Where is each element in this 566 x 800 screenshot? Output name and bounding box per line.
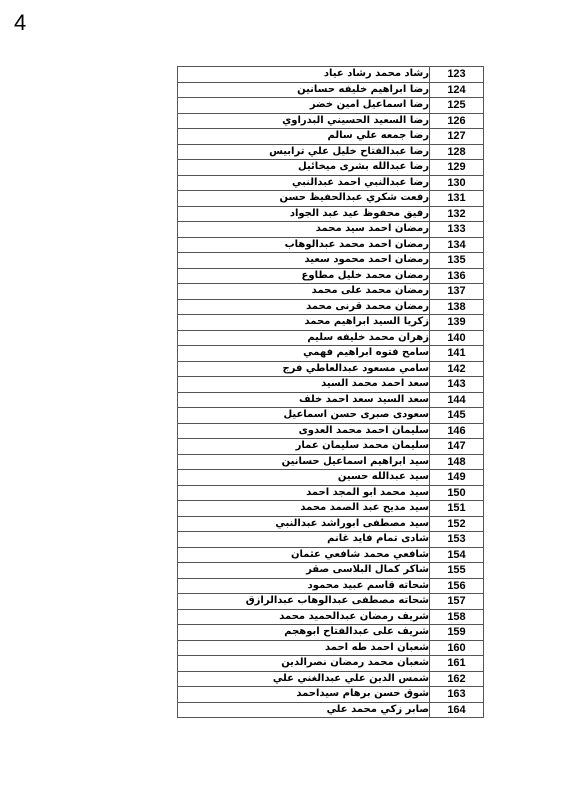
- table-row: [178, 144, 484, 160]
- number-cell: 162: [430, 671, 484, 687]
- number-cell: 149: [430, 470, 484, 486]
- table-row: [178, 253, 484, 269]
- table-row: [178, 687, 484, 703]
- number-cell: 134: [430, 237, 484, 253]
- number-cell: 164: [430, 702, 484, 718]
- number-cell: 123: [430, 67, 484, 83]
- table-row: [178, 206, 484, 222]
- name-cell: سامي مسعود عبدالعاطي فرج: [178, 361, 430, 377]
- table-row: [178, 578, 484, 594]
- number-cell: 160: [430, 640, 484, 656]
- number-cell: 139: [430, 315, 484, 331]
- table-row: [178, 501, 484, 517]
- name-cell: رمضان احمد محمود سعيد: [178, 253, 430, 269]
- table-row: [178, 656, 484, 672]
- name-cell: شمس الدين علي عبدالغني علي: [178, 671, 430, 687]
- name-cell: شريف على عبدالفتاح ابوهجم: [178, 625, 430, 641]
- name-cell: صابر زكي محمد علي: [178, 702, 430, 718]
- number-cell: 154: [430, 547, 484, 563]
- name-cell: شوق حسن برهام سيداحمد: [178, 687, 430, 703]
- table-row: [178, 640, 484, 656]
- name-cell: شادى تمام فايد غانم: [178, 532, 430, 548]
- table-row: [178, 594, 484, 610]
- number-cell: 147: [430, 439, 484, 455]
- number-cell: 138: [430, 299, 484, 315]
- table-row: [178, 222, 484, 238]
- number-cell: 128: [430, 144, 484, 160]
- number-cell: 152: [430, 516, 484, 532]
- name-cell: رضا اسماعيل امين خضر: [178, 98, 430, 114]
- number-cell: 144: [430, 392, 484, 408]
- number-cell: 137: [430, 284, 484, 300]
- table-row: [178, 268, 484, 284]
- name-cell: رضا عبدالفتاح خليل علي ترابيس: [178, 144, 430, 160]
- table-row: [178, 237, 484, 253]
- table-row: [178, 191, 484, 207]
- names-table: [177, 66, 484, 718]
- name-cell: سيد ابراهيم اسماعيل حسانين: [178, 454, 430, 470]
- number-cell: 143: [430, 377, 484, 393]
- name-cell: رضا السعيد الحسيني البدراوي: [178, 113, 430, 129]
- table-row: [178, 284, 484, 300]
- number-cell: 136: [430, 268, 484, 284]
- number-cell: 129: [430, 160, 484, 176]
- table-row: [178, 175, 484, 191]
- number-cell: 135: [430, 253, 484, 269]
- number-cell: 142: [430, 361, 484, 377]
- page-number: 4: [14, 10, 27, 35]
- name-cell: سيد محمد ابو المجد احمد: [178, 485, 430, 501]
- name-cell: رمضان محمد على محمد: [178, 284, 430, 300]
- number-cell: 145: [430, 408, 484, 424]
- table-row: [178, 67, 484, 83]
- name-cell: زهران محمد خليفه سليم: [178, 330, 430, 346]
- number-cell: 151: [430, 501, 484, 517]
- name-cell: شاكر كمال البلاسى صقر: [178, 563, 430, 579]
- number-cell: 126: [430, 113, 484, 129]
- name-cell: سعودى صبرى حسن اسماعيل: [178, 408, 430, 424]
- number-cell: 133: [430, 222, 484, 238]
- table-row: [178, 299, 484, 315]
- table-row: [178, 98, 484, 114]
- number-cell: 159: [430, 625, 484, 641]
- table-row: [178, 361, 484, 377]
- number-cell: 148: [430, 454, 484, 470]
- table-row: [178, 485, 484, 501]
- number-cell: 156: [430, 578, 484, 594]
- table-row: [178, 532, 484, 548]
- table-row: [178, 346, 484, 362]
- name-cell: رضا عبدالنبي احمد عبدالنبي: [178, 175, 430, 191]
- table-row: [178, 160, 484, 176]
- table-row: [178, 454, 484, 470]
- table-row: [178, 392, 484, 408]
- name-cell: شريف رمضان عبدالحميد محمد: [178, 609, 430, 625]
- table-row: [178, 563, 484, 579]
- table-row: [178, 377, 484, 393]
- name-cell: سليمان احمد محمد العدوى: [178, 423, 430, 439]
- table-row: [178, 423, 484, 439]
- table-row: [178, 671, 484, 687]
- name-cell: رفعت شكري عبدالحفيظ حسن: [178, 191, 430, 207]
- name-cell: سليمان محمد سليمان عمار: [178, 439, 430, 455]
- name-cell: رمضان محمد قرنى محمد: [178, 299, 430, 315]
- number-cell: 127: [430, 129, 484, 145]
- table-row: [178, 408, 484, 424]
- number-cell: 141: [430, 346, 484, 362]
- name-cell: رمضان احمد سيد محمد: [178, 222, 430, 238]
- number-cell: 140: [430, 330, 484, 346]
- table-row: [178, 330, 484, 346]
- table-row: [178, 439, 484, 455]
- name-cell: سيد عبدالله حسين: [178, 470, 430, 486]
- names-table-body: [178, 67, 484, 718]
- name-cell: رضا عبدالله بشرى ميخائيل: [178, 160, 430, 176]
- number-cell: 161: [430, 656, 484, 672]
- number-cell: 163: [430, 687, 484, 703]
- name-cell: سامح فتوه ابراهيم فهمي: [178, 346, 430, 362]
- number-cell: 150: [430, 485, 484, 501]
- number-cell: 125: [430, 98, 484, 114]
- table-row: [178, 129, 484, 145]
- name-cell: سيد مصطفى ابوراشد عبدالنبي: [178, 516, 430, 532]
- name-cell: رشاد محمد رشاد عياد: [178, 67, 430, 83]
- name-cell: رفيق محفوظ عيد عبد الجواد: [178, 206, 430, 222]
- name-cell: زكريا السيد ابراهيم محمد: [178, 315, 430, 331]
- name-cell: رمضان محمد خليل مطاوع: [178, 268, 430, 284]
- name-cell: سعد احمد محمد السيد: [178, 377, 430, 393]
- name-cell: سيد مديح عبد الصمد محمد: [178, 501, 430, 517]
- name-cell: شحاته قاسم عبيد محمود: [178, 578, 430, 594]
- table-row: [178, 315, 484, 331]
- number-cell: 124: [430, 82, 484, 98]
- number-cell: 131: [430, 191, 484, 207]
- name-cell: شعبان احمد طه احمد: [178, 640, 430, 656]
- name-cell: شافعي محمد شافعي عثمان: [178, 547, 430, 563]
- table-row: [178, 702, 484, 718]
- table-row: [178, 547, 484, 563]
- number-cell: 158: [430, 609, 484, 625]
- number-cell: 155: [430, 563, 484, 579]
- table-row: [178, 470, 484, 486]
- table-row: [178, 82, 484, 98]
- number-cell: 130: [430, 175, 484, 191]
- table-row: [178, 625, 484, 641]
- table-row: [178, 113, 484, 129]
- name-cell: شعبان محمد رمضان نصرالدين: [178, 656, 430, 672]
- table-row: [178, 609, 484, 625]
- number-cell: 132: [430, 206, 484, 222]
- table-row: [178, 516, 484, 532]
- name-cell: رمضان احمد محمد عبدالوهاب: [178, 237, 430, 253]
- number-cell: 157: [430, 594, 484, 610]
- number-cell: 146: [430, 423, 484, 439]
- name-cell: شحاته مصطفى عبدالوهاب عبدالرازق: [178, 594, 430, 610]
- name-cell: رضا جمعه علي سالم: [178, 129, 430, 145]
- name-cell: رضا ابراهيم خليفه حسانين: [178, 82, 430, 98]
- number-cell: 153: [430, 532, 484, 548]
- name-cell: سعد السيد سعد احمد خلف: [178, 392, 430, 408]
